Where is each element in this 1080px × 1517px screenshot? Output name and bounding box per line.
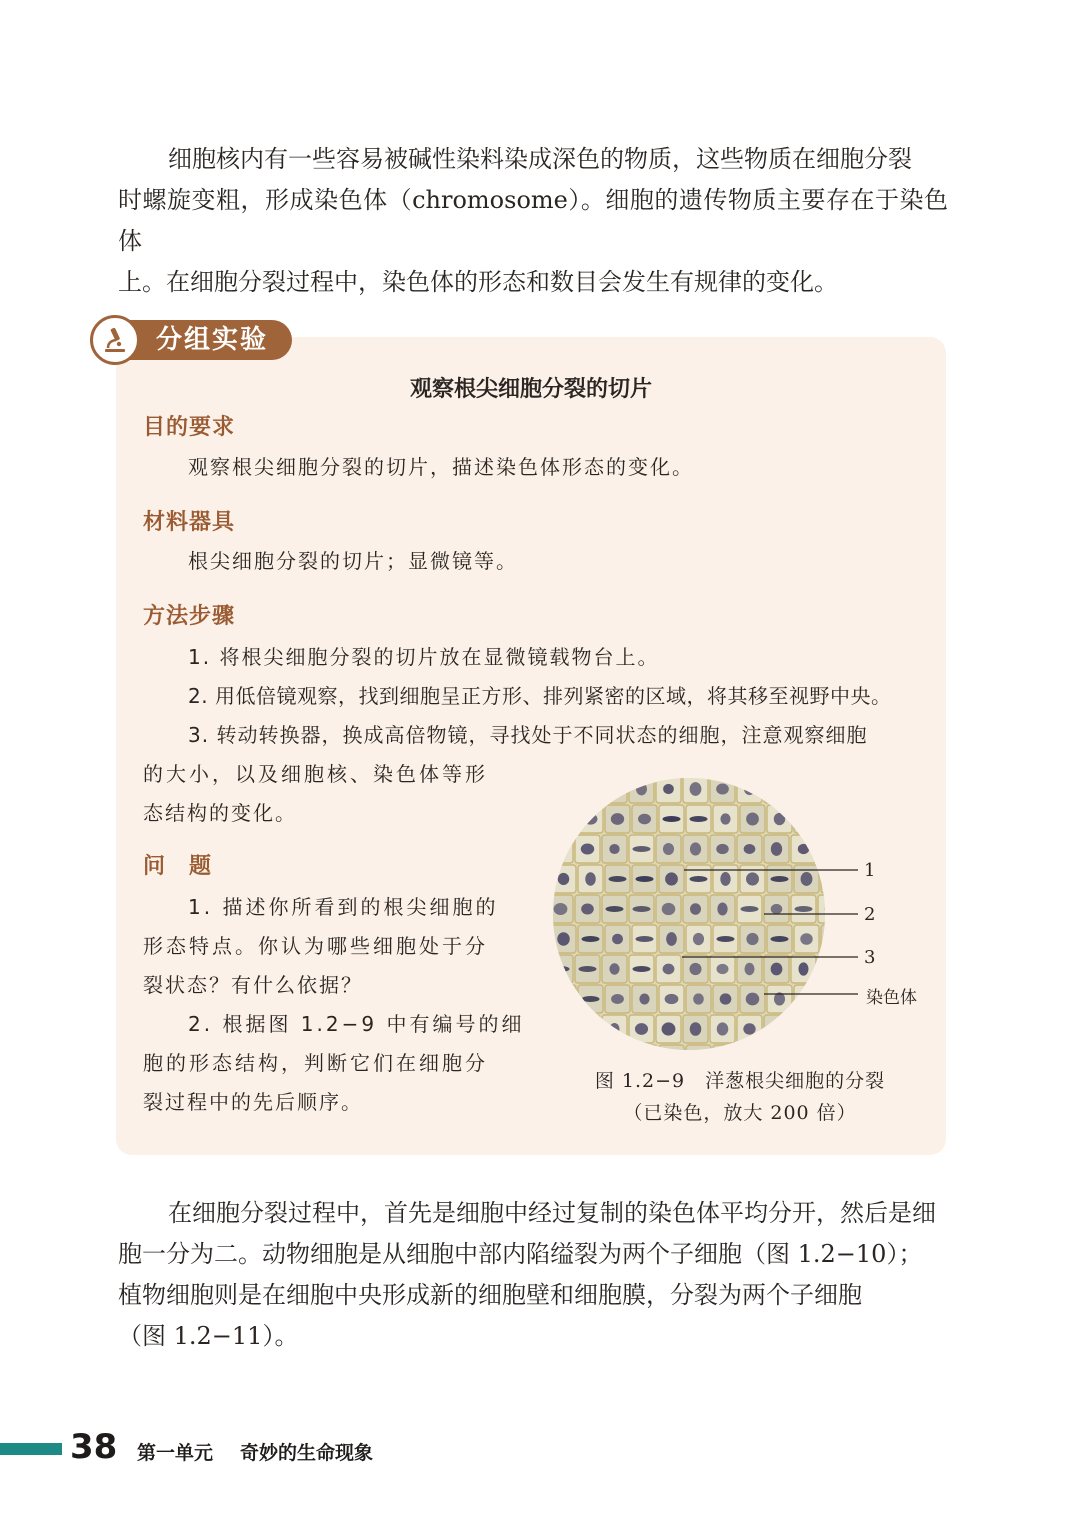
cell-nucleus: [716, 783, 729, 794]
figure-caption: 图 1.2−9 洋葱根尖细胞的分裂: [594, 1070, 886, 1092]
cell-nucleus: [606, 906, 624, 912]
figure-label-2: 2: [864, 904, 876, 925]
cell-nucleus: [663, 843, 674, 855]
footer-unit: 第一单元: [137, 1442, 214, 1464]
cell-nucleus: [690, 782, 702, 796]
cell-nucleus: [633, 906, 651, 912]
intro-line-1: 细胞核内有一些容易被碱性染料染成深色的物质，这些物质在细胞分裂: [168, 145, 912, 173]
intro-line-2: 时螺旋变粗，形成染色体（chromosome）。细胞的遗传物质主要存在于染色体: [118, 186, 948, 255]
cell-nucleus: [720, 813, 730, 824]
method-heading: 方法步骤: [143, 604, 236, 629]
figure-label-1: 1: [864, 860, 876, 881]
question-2-line-2: 胞的形态结构，判断它们在细胞分: [143, 1051, 488, 1075]
cell-nucleus: [690, 842, 701, 855]
cell-nucleus: [639, 993, 649, 1004]
outro-paragraph: [118, 1193, 948, 1357]
experiment-tag: [90, 312, 292, 368]
method-step-2: 2. 用低倍镜观察，找到细胞呈正方形、排列紧密的区域，将其移至视野中央。: [188, 684, 892, 708]
purpose-heading: 目的要求: [143, 415, 236, 440]
cell-nucleus: [663, 784, 674, 794]
cell-nucleus: [716, 844, 728, 854]
question-2-line-3: 裂过程中的先后顺序。: [143, 1090, 363, 1114]
questions-heading: 问 题: [143, 854, 213, 879]
cell-nucleus: [636, 876, 654, 882]
materials-text: 根尖细胞分裂的切片；显微镜等。: [188, 549, 518, 573]
cell-nucleus: [633, 846, 651, 852]
cell-nucleus: [635, 1023, 648, 1035]
cell-nucleus: [690, 1022, 702, 1036]
method-step-3: 3. 转动转换器，换成高倍物镜，寻找处于不同状态的细胞，注意观察细胞: [188, 723, 868, 747]
method-step-1: 1. 将根尖细胞分裂的切片放在显微镜载物台上。: [188, 645, 660, 669]
cell-nucleus: [557, 932, 570, 946]
figure-label-3: 3: [864, 947, 876, 968]
cell-nucleus: [558, 873, 570, 885]
cell-nucleus: [554, 903, 568, 915]
cell-nucleus: [612, 934, 623, 945]
outro-line-1: 在细胞分裂过程中，首先是细胞中经过复制的染色体平均分开，然后是细: [168, 1199, 936, 1227]
cell-nucleus: [633, 966, 651, 972]
purpose-text: 观察根尖细胞分裂的切片，描述染色体形态的变化。: [188, 455, 694, 479]
materials-heading: 材料器具: [143, 510, 236, 535]
outro-line-4: （图 1.2−11）。: [118, 1322, 299, 1350]
figure-label-chromosome: 染色体: [866, 988, 917, 1008]
method-step-3-cont: 的大小，以及细胞核、染色体等形: [143, 762, 488, 786]
cell-nucleus: [609, 876, 627, 882]
cell-nucleus: [638, 814, 651, 825]
intro-paragraph: [118, 139, 948, 303]
microscope-icon: [90, 315, 140, 365]
figure-leader-lines: [660, 860, 870, 1010]
footer-accent-bar: [0, 1443, 62, 1455]
cell-nucleus: [582, 936, 600, 942]
cell-nucleus: [581, 904, 594, 915]
intro-line-3: 上。在细胞分裂过程中，染色体的形态和数目会发生有规律的变化。: [118, 268, 838, 296]
cell-nucleus: [611, 813, 624, 825]
question-2-line-1: 2. 根据图 1.2−9 中有编号的细: [188, 1012, 525, 1036]
outro-line-3: 植物细胞则是在细胞中央形成新的细胞壁和细胞膜，分裂为两个子细胞: [118, 1281, 862, 1309]
experiment-title: 观察根尖细胞分裂的切片: [409, 377, 652, 402]
cell-nucleus: [771, 842, 782, 856]
footer-unit-title: 奇妙的生命现象: [240, 1442, 374, 1464]
cell-nucleus: [663, 816, 681, 822]
cell-nucleus: [717, 1022, 729, 1035]
cell-nucleus: [611, 994, 624, 1004]
cell-nucleus: [743, 1023, 755, 1034]
cell-nucleus: [581, 844, 594, 855]
question-1-line-2: 形态特点。你认为哪些细胞处于分: [143, 934, 488, 958]
cell-nucleus: [585, 872, 595, 886]
figure-caption-note: （已染色，放大 200 倍）: [623, 1102, 857, 1124]
question-1-line-3: 裂状态？有什么依据？: [143, 973, 363, 997]
cell-nucleus: [746, 813, 759, 826]
cell-nucleus: [609, 844, 619, 854]
page-number: 38: [70, 1427, 118, 1467]
outro-line-2: 胞一分为二。动物细胞是从细胞中部内陷缢裂为两个子细胞（图 1.2−10）；: [118, 1240, 923, 1268]
cell-nucleus: [662, 1022, 676, 1035]
cell-nucleus: [636, 936, 654, 942]
question-1-line-1: 1. 描述你所看到的根尖细胞的: [188, 895, 499, 919]
cell-nucleus: [744, 844, 756, 854]
cell-nucleus: [582, 996, 600, 1002]
cell-nucleus: [690, 816, 708, 822]
experiment-tag-label: 分组实验: [126, 320, 292, 360]
method-step-3-end: 态结构的变化。: [143, 801, 297, 825]
cell-nucleus: [609, 963, 619, 974]
cell-nucleus: [579, 966, 597, 972]
